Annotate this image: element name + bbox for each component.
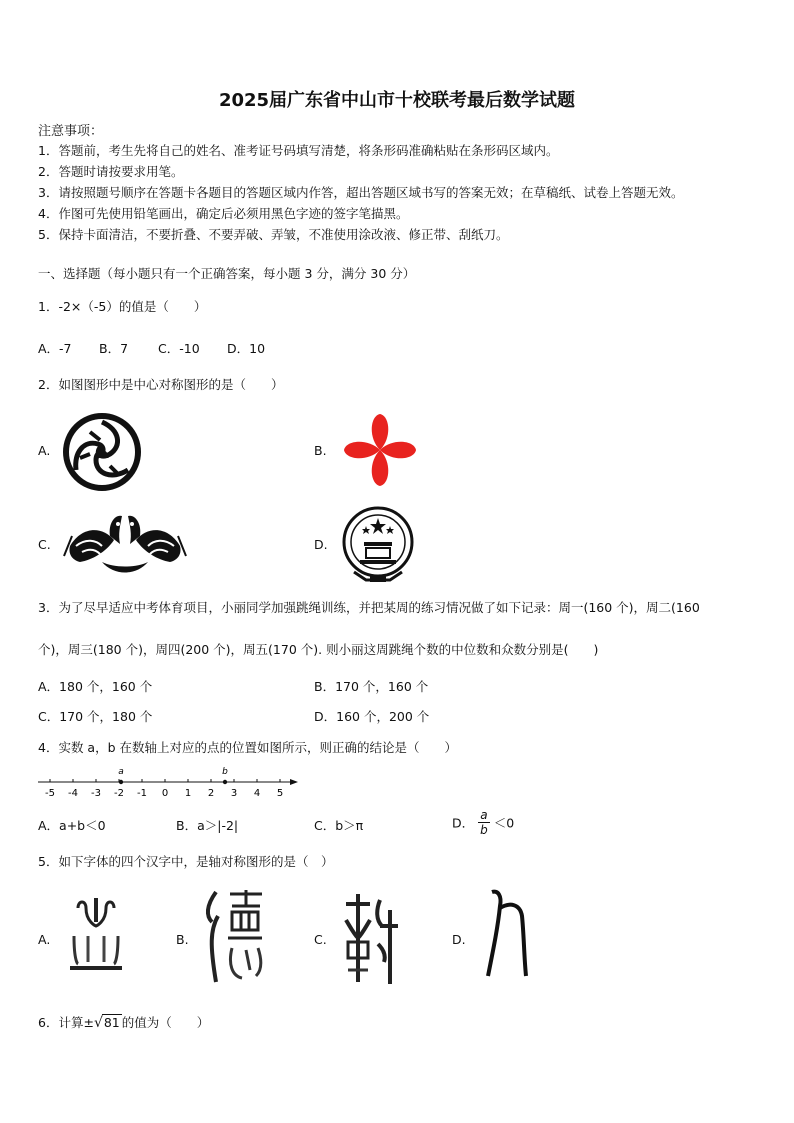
q4-fraction: [478, 808, 490, 837]
question-1-stem: 1．-2×（-5）的值是（ ）: [38, 299, 207, 314]
q6-suffix: 的值为（ ）: [121, 1015, 210, 1030]
section-heading: 一、选择题（每小题只有一个正确答案，每小题 3 分，满分 30 分）: [38, 266, 416, 281]
axis-tick-label: 3: [230, 788, 238, 799]
q2-figure-c-paired-birds: [62, 506, 188, 584]
notice-item: 4．作图可先使用铅笔画出，确定后必须用黑色字迹的签字笔描黑。: [38, 206, 409, 221]
q6-radicand: 81: [103, 1015, 120, 1030]
page-title: 2025届广东省中山市十校联考最后数学试题: [218, 90, 576, 111]
q4-option-d: [452, 808, 514, 837]
notice-item: 5．保持卡面清洁，不要折叠、不要弄破、弄皱，不准使用涂改液、修正带、刮纸刀。: [38, 227, 509, 242]
question-3-line-1: 3．为了尽早适应中考体育项目，小丽同学加强跳绳训练，并把某周的练习情况做了如下记录：周一(160 个)，周二(160: [38, 600, 700, 615]
q3-option-d: D．160 个，200 个: [314, 709, 430, 724]
axis-tick-label: -3: [91, 788, 101, 799]
q3-option-b: B．170 个，160 个: [314, 679, 429, 694]
axis-tick-label: 5: [276, 788, 284, 799]
q4-option-d-label: D．: [452, 815, 475, 831]
q2-label-c: C.: [38, 537, 51, 552]
q3-option-c: C．170 个，180 个: [38, 709, 153, 724]
q4-point-b-label: b: [222, 767, 228, 777]
q5-label-a: A.: [38, 932, 51, 947]
q1-option-d: D．10: [227, 341, 266, 356]
q1-option-b: B．7: [99, 341, 129, 356]
axis-tick-label: 0: [161, 788, 169, 799]
q2-figure-a-triskelion: [60, 410, 144, 494]
notice-item: 2．答题时请按要求用笔。: [38, 164, 184, 179]
q4-option-b: B．a＞|-2|: [176, 818, 239, 833]
axis-tick-label: -2: [114, 788, 124, 799]
q5-label-b: B.: [176, 932, 189, 947]
question-3-line-2: 个)，周三(180 个)，周四(200 个)，周五(170 个). 则小丽这周跳绳个数的中位数和众数分别是( ): [38, 642, 599, 657]
q5-glyph-b-seal-de: [202, 886, 268, 986]
axis-tick-label: -5: [45, 788, 55, 799]
question-2-stem: 2．如图图形中是中心对称图形的是（ ）: [38, 377, 284, 392]
q5-label-d: D.: [452, 932, 466, 947]
question-5-stem: 5．如下字体的四个汉字中，是轴对称图形的是（ ）: [38, 854, 334, 869]
q4-option-a: A．a+b＜0: [38, 818, 106, 833]
q5-glyph-c-seal-shu: [340, 890, 400, 986]
notice-item: 3．请按照题号顺序在答题卡各题目的答题区域内作答，超出答题区域书写的答案无效；在草稿纸、试卷上答题无效。: [38, 185, 684, 200]
q4-option-d-tail: ＜0: [493, 815, 515, 831]
q2-figure-d-national-emblem: [340, 502, 416, 586]
axis-tick-label: -4: [68, 788, 78, 799]
q4-point-a-label: a: [118, 767, 124, 777]
axis-tick-label: 4: [253, 788, 261, 799]
question-6-stem: 6．计算±√81 的值为（ ）: [38, 1015, 210, 1031]
q1-option-c: C．-10: [158, 341, 200, 356]
q2-label-b: B.: [314, 443, 327, 458]
q5-label-c: C.: [314, 932, 327, 947]
axis-tick-label: 2: [207, 788, 215, 799]
notice-item: 1．答题前，考生先将自己的姓名、准考证号码填写清楚，将条形码准确粘贴在条形码区域内。: [38, 143, 559, 158]
axis-tick-label: -1: [137, 788, 147, 799]
q2-label-d: D.: [314, 537, 328, 552]
notice-heading: 注意事项：: [38, 124, 104, 139]
q6-prefix: 6．计算±: [38, 1015, 94, 1030]
q4-number-line: [36, 760, 300, 800]
q2-label-a: A.: [38, 443, 51, 458]
q5-glyph-d-seal-ren: [484, 886, 530, 982]
q4-option-c: C．b＞π: [314, 818, 364, 833]
q3-option-a: A．180 个，160 个: [38, 679, 153, 694]
q1-option-a: A．-7: [38, 341, 72, 356]
question-4-stem: 4．实数 a，b 在数轴上对应的点的位置如图所示，则正确的结论是（ ）: [38, 740, 457, 755]
fraction-numerator: a: [478, 808, 490, 823]
axis-tick-label: 1: [184, 788, 192, 799]
fraction-denominator: b: [480, 823, 488, 837]
q2-figure-b-red-petals: [338, 408, 422, 492]
q5-glyph-a-seal-li: [64, 892, 128, 984]
